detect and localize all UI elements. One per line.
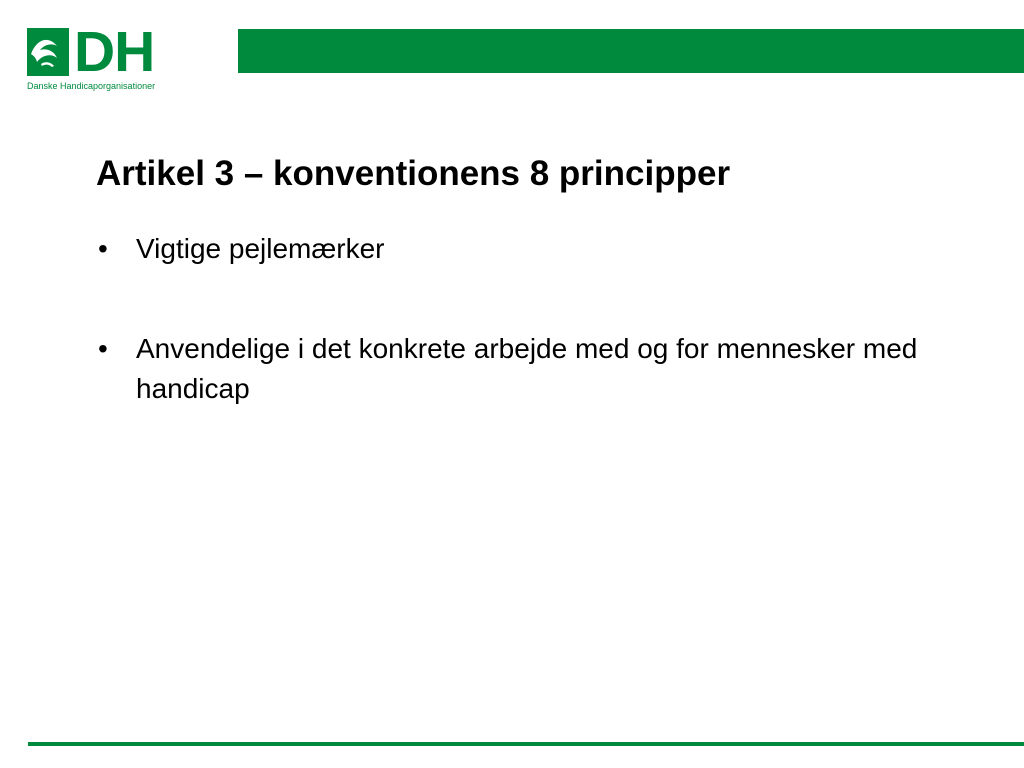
bullet-item: [98, 329, 958, 409]
bullet-marker: •: [98, 233, 108, 264]
footer-green-line: [28, 742, 1024, 746]
header-green-bar: [238, 29, 1024, 73]
bullet-marker: •: [98, 333, 108, 364]
dh-logo: [27, 20, 177, 94]
slide-title: Artikel 3 – konventionens 8 principper: [96, 154, 731, 193]
logo-subtitle: Danske Handicaporganisationer: [27, 81, 156, 91]
logo-letters: DH: [74, 20, 155, 84]
bullet-list: [98, 229, 958, 469]
bullet-text: Anvendelige i det konkrete arbejde med og for mennesker med handicap: [136, 333, 918, 404]
bullet-text: Vigtige pejlemærker: [136, 233, 385, 264]
bullet-item: [98, 229, 958, 269]
bird-logo-icon: [27, 28, 69, 76]
